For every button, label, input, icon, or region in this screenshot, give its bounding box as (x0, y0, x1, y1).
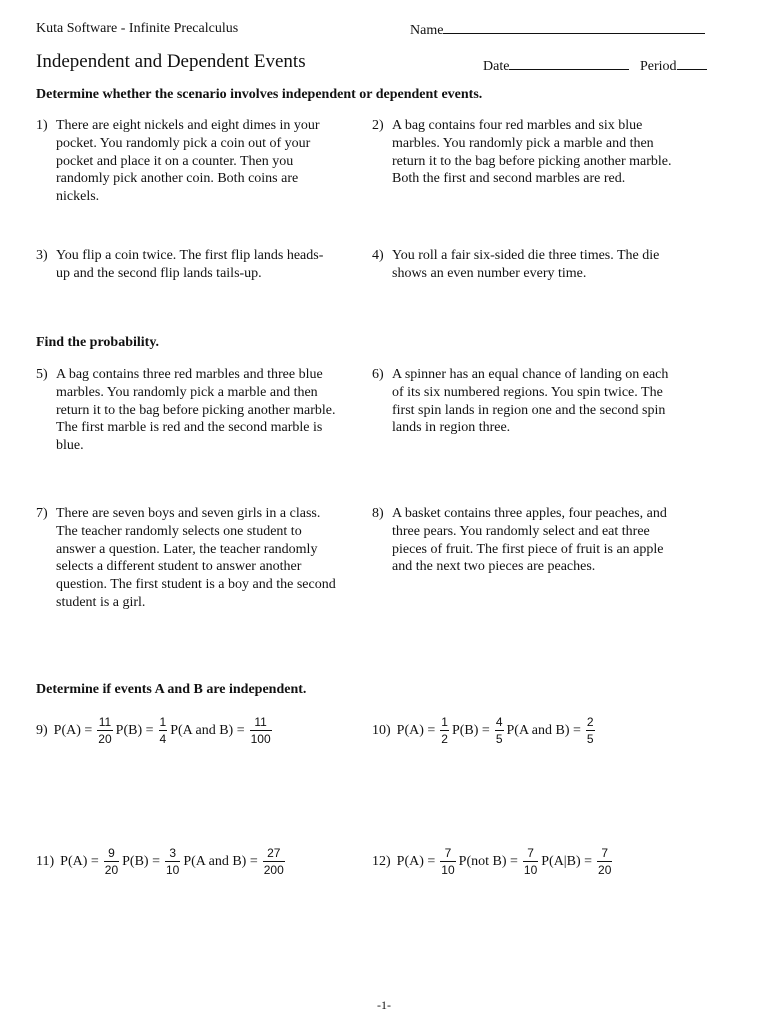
denominator: 10 (523, 863, 538, 877)
numerator: 9 (108, 846, 115, 860)
fraction (440, 715, 449, 746)
numerator: 1 (441, 715, 448, 729)
denominator: 20 (598, 863, 612, 877)
fraction (440, 846, 455, 877)
period-blank[interactable] (677, 57, 707, 70)
numerator: 27 (267, 846, 281, 860)
denominator: 10 (441, 863, 455, 877)
numerator: 7 (444, 846, 452, 860)
question-number: 3) (36, 248, 48, 263)
denominator: 10 (165, 863, 180, 877)
name-label: Name (410, 23, 444, 38)
page-number: -1- (377, 998, 391, 1012)
numerator: 11 (254, 715, 267, 729)
question-12 (372, 846, 615, 877)
question-number: 4) (372, 248, 384, 263)
probability-label: P(A|B) = (541, 853, 593, 869)
section-instructions-1: Determine whether the scenario involves independent or dependent events. (36, 87, 483, 102)
fraction (159, 715, 168, 746)
question-number: 8) (372, 506, 384, 521)
probability-label: P(A and B) = (170, 722, 245, 738)
probability-label: P(A) = (396, 722, 436, 738)
numerator: 7 (527, 846, 534, 860)
question-1 (36, 117, 336, 206)
numerator: 1 (159, 715, 167, 729)
question-5 (36, 366, 336, 455)
section-instructions-3: Determine if events A and B are independent. (36, 682, 307, 697)
fraction (586, 715, 595, 746)
question-7 (36, 505, 336, 612)
question-9 (36, 715, 275, 746)
probability-label: P(A) = (60, 853, 99, 869)
question-text: A bag contains three red marbles and three blue marbles. You randomly pick a marble and then return it to the bag before picking another marble. The first marble is red and the second marble is blue. (56, 367, 336, 454)
fraction (97, 715, 112, 746)
fraction (263, 846, 285, 877)
probability-label: P(B) = (115, 722, 154, 738)
numerator: 11 (98, 715, 112, 729)
date-field[interactable] (483, 57, 629, 75)
question-number: 11) (36, 853, 55, 869)
question-2 (372, 117, 672, 188)
probability-label: P(A and B) = (506, 722, 581, 738)
section-instructions-2: Find the probability. (36, 335, 160, 350)
period-label: Period (640, 59, 677, 74)
probability-label: P(B) = (122, 853, 160, 869)
fraction (597, 846, 612, 877)
denominator: 5 (586, 732, 594, 746)
numerator: 4 (495, 715, 503, 729)
question-number: 2) (372, 118, 384, 133)
question-11 (36, 846, 288, 877)
name-blank[interactable] (443, 21, 705, 34)
question-number: 7) (36, 506, 48, 521)
question-text: You roll a fair six-sided die three times. The die shows an even number every time. (392, 248, 660, 281)
denominator: 20 (98, 732, 112, 746)
denominator: 4 (159, 732, 167, 746)
question-number: 5) (36, 367, 48, 382)
fraction (495, 715, 504, 746)
question-10 (372, 715, 598, 746)
fraction (104, 846, 119, 877)
name-field[interactable] (410, 21, 705, 39)
question-text: A bag contains four red marbles and six blue marbles. You randomly pick a marble and then return it to the bag before picking another marble. Both the first and second marbles are red. (392, 118, 672, 187)
question-number: 6) (372, 367, 384, 382)
question-number: 10) (372, 722, 391, 738)
denominator: 2 (441, 732, 448, 746)
probability-label: P(not B) = (458, 853, 518, 869)
fraction (165, 846, 180, 877)
question-8 (372, 505, 672, 576)
probability-label: P(B) = (451, 722, 490, 738)
question-3 (36, 247, 336, 283)
probability-label: P(A) = (396, 853, 436, 869)
question-text: There are seven boys and seven girls in a class. The teacher randomly selects one student to answer a question. Later, the teacher randomly selects a different student to answer another question. The first student is a boy and the second student is a girl. (56, 506, 336, 610)
date-label: Date (483, 59, 510, 74)
numerator: 3 (169, 846, 176, 860)
publisher-line: Kuta Software - Infinite Precalculus (36, 21, 239, 36)
question-text: You flip a coin twice. The first flip lands heads-up and the second flip lands tails-up. (56, 248, 324, 281)
question-text: A spinner has an equal chance of landing on each of its six numbered regions. You spin twice. The first spin lands in region one and the second spin lands in region three. (392, 367, 669, 436)
numerator: 7 (601, 846, 609, 860)
question-6 (372, 366, 672, 437)
numerator: 2 (586, 715, 594, 729)
denominator: 100 (250, 732, 271, 746)
denominator: 20 (104, 863, 119, 877)
denominator: 5 (495, 732, 503, 746)
probability-label: P(A) = (53, 722, 93, 738)
question-number: 12) (372, 853, 391, 869)
question-text: There are eight nickels and eight dimes in your pocket. You randomly pick a coin out of your pocket and place it on a counter. Then you randomly pick another coin. Both coins are nickels. (56, 118, 320, 205)
fraction (523, 846, 538, 877)
worksheet-title: Independent and Dependent Events (36, 51, 306, 72)
period-field[interactable] (640, 57, 707, 75)
question-number: 9) (36, 722, 48, 738)
question-number: 1) (36, 118, 48, 133)
probability-label: P(A and B) = (183, 853, 258, 869)
question-text: A basket contains three apples, four peaches, and three pears. You randomly select and eat three pieces of fruit. The first piece of fruit is an apple and the next two pieces are peaches. (392, 506, 667, 575)
question-4 (372, 247, 672, 283)
date-blank[interactable] (509, 57, 629, 70)
fraction (250, 715, 272, 746)
denominator: 200 (263, 863, 284, 877)
